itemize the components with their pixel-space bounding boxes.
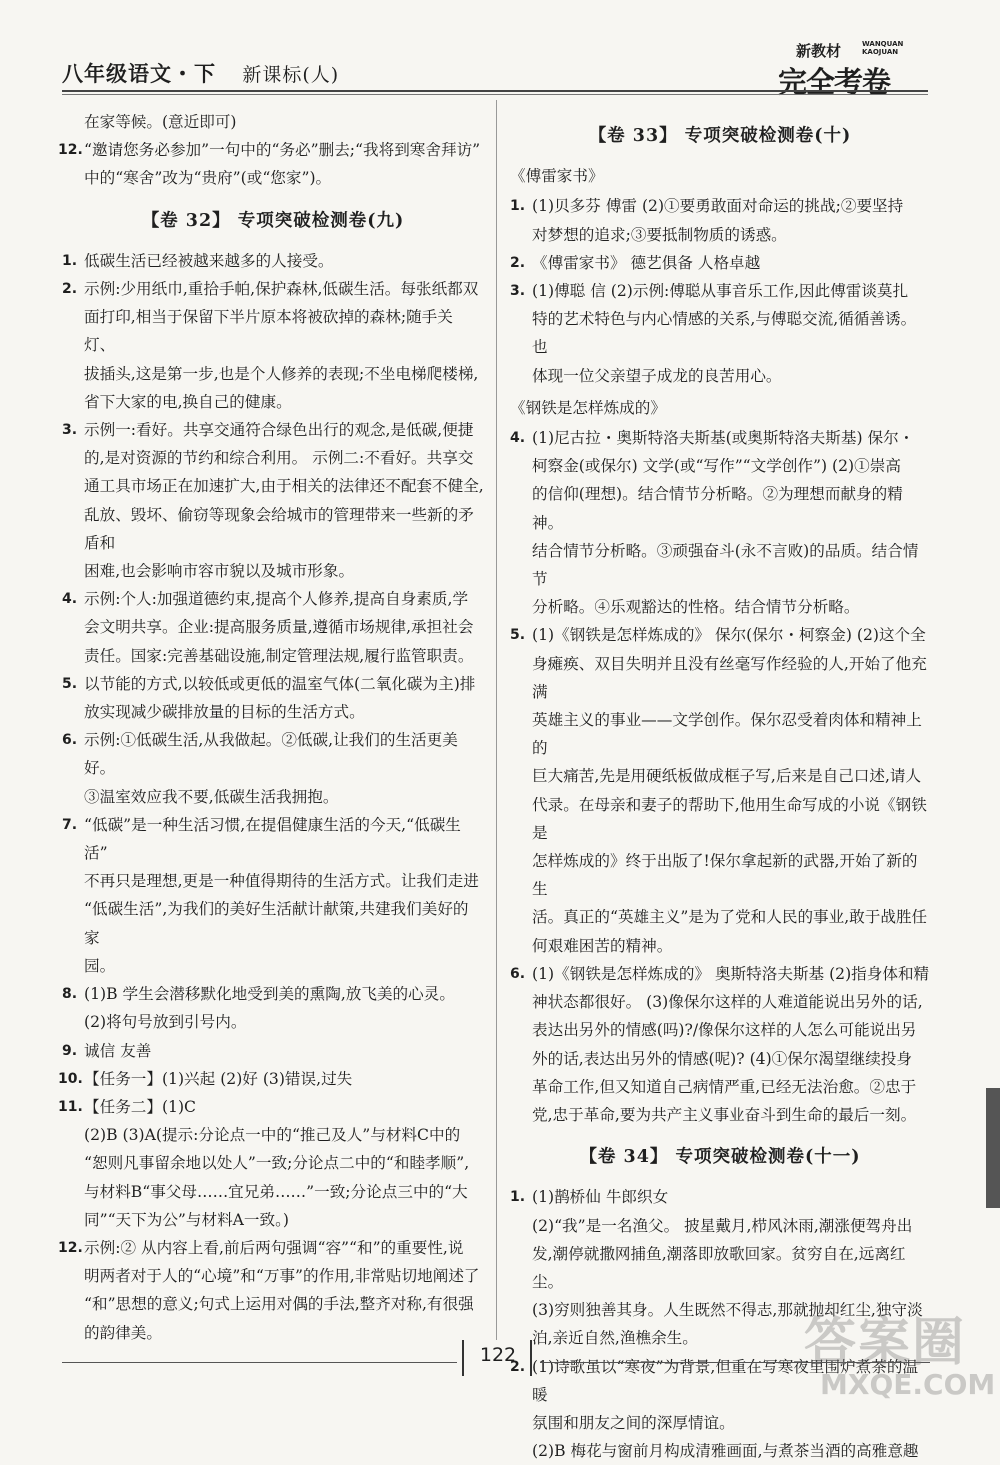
edition-label: 新课标(人): [242, 64, 340, 86]
watermark-logo: 答案圈 MXQE.COM: [804, 1313, 996, 1401]
left-column: [58, 108, 484, 1347]
answer-item: 11. 【任务二】(1)C (2)B (3)A(提示:分论点一中的“推己及人”与材料C中的 “恕则凡事留余地以处人”一致;分论点二中的“和睦孝顺”, 与材料B“事父母……宜兄弟……”一致;分论点三中的“大 同”“天下为公”与材料A一致。): [58, 1097, 470, 1229]
answer-item: 3. 示例一:看好。共享交通符合绿色出行的观念,是低碳,便捷 的,是对资源的节约和综合利用。 示例二:不看好。共享交 通工具市场正在加速扩大,由于相关的法律还不配套不健全, 乱放、毁坏、偷窃等现象会给城市的管理带来一些新的矛盾和 困难,也会影响市容市貌以及城市形象。: [62, 421, 484, 581]
answer-item: 6. (1)《钢铁是怎样炼成的》 奥斯特洛夫斯基 (2)指身体和精 神状态都很好。 (3)像保尔这样的人难道能说出另外的话, 表达出另外的情感(吗)?/像保尔这样的人怎么可能说出另 外的话,表达出另外的情感(呢)? (4)①保尔渴望继续投身 革命工作,但又知道自己病情严重,已经无法治愈。②忠于 党,忠于革命,要为共产主义事业奋斗到生命的最后一刻。: [510, 964, 930, 1124]
side-tab-marker: [986, 1088, 1000, 1208]
answer-item: 8. (1)B 学生会潜移默化地受到美的熏陶,放飞美的心灵。 (2)将句号放到引号内。: [62, 985, 455, 1032]
footer-bar-right: [530, 1340, 532, 1376]
answer-item: 5. 以节能的方式,以较低或更低的温室气体(二氧化碳为主)排 放实现减少碳排放量的目标的生活方式。: [62, 674, 476, 722]
section-title-32: 【卷 32】 专项突破检测卷(九): [141, 210, 405, 231]
section-title-33: 【卷 33】 专项突破检测卷(十): [588, 126, 852, 146]
brand-small: 新教材: [796, 42, 842, 60]
section-title-34: 【卷 34】 专项突破检测卷(十一): [579, 1147, 861, 1168]
answer-item: 5. (1)《钢铁是怎样炼成的》 保尔(保尔・柯察金) (2)这个全 身瘫痪、双目失明并且没有丝毫写作经验的人,开始了他充满 英雄主义的事业——文学创作。保尔忍受着肉体和精神上的 巨大痛苦,先是用硬纸板做成框子写,后来是自己口述,请人 代录。在母亲和妻子的帮助下,他用生命写成的小说《钢铁是 怎样炼成的》终于出版了!保尔拿起新的武器,开始了新的生 活。真正的“英雄主义”是为了党和人民的事业,敢于战胜任 何艰难困苦的精神。: [510, 626, 928, 955]
continued-text: 在家等候。(意近即可): [84, 113, 237, 131]
header-rule: [62, 90, 928, 92]
grade-label: 八年级语文・下: [62, 61, 216, 86]
answer-item: 6. 示例:①低碳生活,从我做起。②低碳,让我们的生活更美好。 ③温室效应我不要,低碳生活我拥抱。: [62, 731, 458, 806]
column-divider: [496, 100, 497, 1340]
footer-rule-left: [62, 1362, 457, 1363]
answer-item: 12. “邀请您务必参加”一句中的“务必”删去;“我将到寒舍拜访” 中的“寒舍”改为“贵府”(或“您家”)。: [58, 141, 481, 188]
answer-item: 7. “低碳”是一种生活习惯,在提倡健康生活的今天,“低碳生活” 不再只是理想,更是一种值得期待的生活方式。让我们走进 “低碳生活”,为我们的美好生活献计献策,共建我们美好的家 园。: [62, 815, 479, 975]
answer-item: 2. 示例:少用纸巾,重拾手帕,保护森林,低碳生活。每张纸都双 面打印,相当于保留下半片原本将被砍掉的森林;随手关灯、 拔插头,这是第一步,也是个人修养的表现;不坐电梯爬楼梯, 省下大家的电,换自己的健康。: [62, 280, 479, 411]
page-number: 122: [479, 1344, 517, 1366]
answer-item: 1. (1)贝多芬 傅雷 (2)①要勇敢面对命运的挑战;②要坚持 对梦想的追求;③要抵制物质的诱惑。: [510, 197, 904, 244]
book-title: 《钢铁是怎样炼成的》: [510, 398, 666, 417]
answer-item: 2. 《傅雷家书》 德艺俱备 人格卓越: [510, 253, 761, 272]
answer-item: 4. 示例:个人:加强道德约束,提高个人修养,提高自身素质,学 会文明共享。企业:提高服务质量,遵循市场规律,承担社会 责任。国家:完善基础设施,制定管理法规,履行监管职责。: [62, 590, 474, 665]
header-rule-thin: [62, 94, 928, 95]
book-title: 《傅雷家书》: [510, 167, 604, 186]
brand-big: 完全考卷: [778, 65, 891, 99]
brand-en: WANQUAN KAOJUAN: [862, 40, 904, 56]
answer-item: 10. 【任务一】(1)兴起 (2)好 (3)错误,过失: [58, 1069, 353, 1088]
right-column: [510, 108, 930, 1465]
answer-item: 4. (1)尼古拉・奥斯特洛夫斯基(或奥斯特洛夫斯基) 保尔・ 柯察金(或保尔) 文学(或“写作”“文学创作”) (2)①崇高 的信仰(理想)。结合情节分析略。②为理想而献身的精神。 结合情节分析略。③顽强奋斗(永不言败)的品质。结合情节 分析略。④乐观豁达的性格。结合情节分析略。: [510, 429, 919, 617]
header-grade: [62, 58, 339, 88]
brand-logo: [778, 34, 928, 99]
answer-item: 9. 诚信 友善: [62, 1041, 152, 1060]
answer-item: 1. (1)鹊桥仙 牛郎织女 (2)“我”是一名渔父。 披星戴月,栉风沐雨,潮涨便驾舟出 发,潮停就撒网捕鱼,潮落即放歌回家。贫穷自在,远离红尘。 (3)穷则独善其身。人生既然不得志,那就抛却红尘,独守淡 泊,亲近自然,渔樵余生。: [510, 1188, 923, 1348]
answer-item: 12. 示例:② 从内容上看,前后两句强调“容”“和”的重要性,说 明两者对于人的“心境”和“万事”的作用,非常贴切地阐述了 “和”思想的意义;句式上运用对偶的手法,整齐对称,有很强 的韵律美。: [58, 1238, 480, 1342]
footer-bar-left: [462, 1340, 464, 1376]
answer-item: 1. 低碳生活已经被越来越多的人接受。: [62, 251, 334, 270]
answer-item: 3. (1)傅聪 信 (2)示例:傅聪从事音乐工作,因此傅雷谈莫扎 特的艺术特色与内心情感的关系,与傅聪交流,循循善诱。也 体现一位父亲望子成龙的良苦用心。: [510, 282, 917, 385]
answer-item: 2. (1)诗歌虽以“寒夜”为背景,但重在写寒夜里围炉煮茶的温暖 氛围和朋友之间的深厚情谊。 (2)B 梅花与窗前月构成清雅画面,与煮茶当酒的高雅意趣: [510, 1357, 919, 1461]
